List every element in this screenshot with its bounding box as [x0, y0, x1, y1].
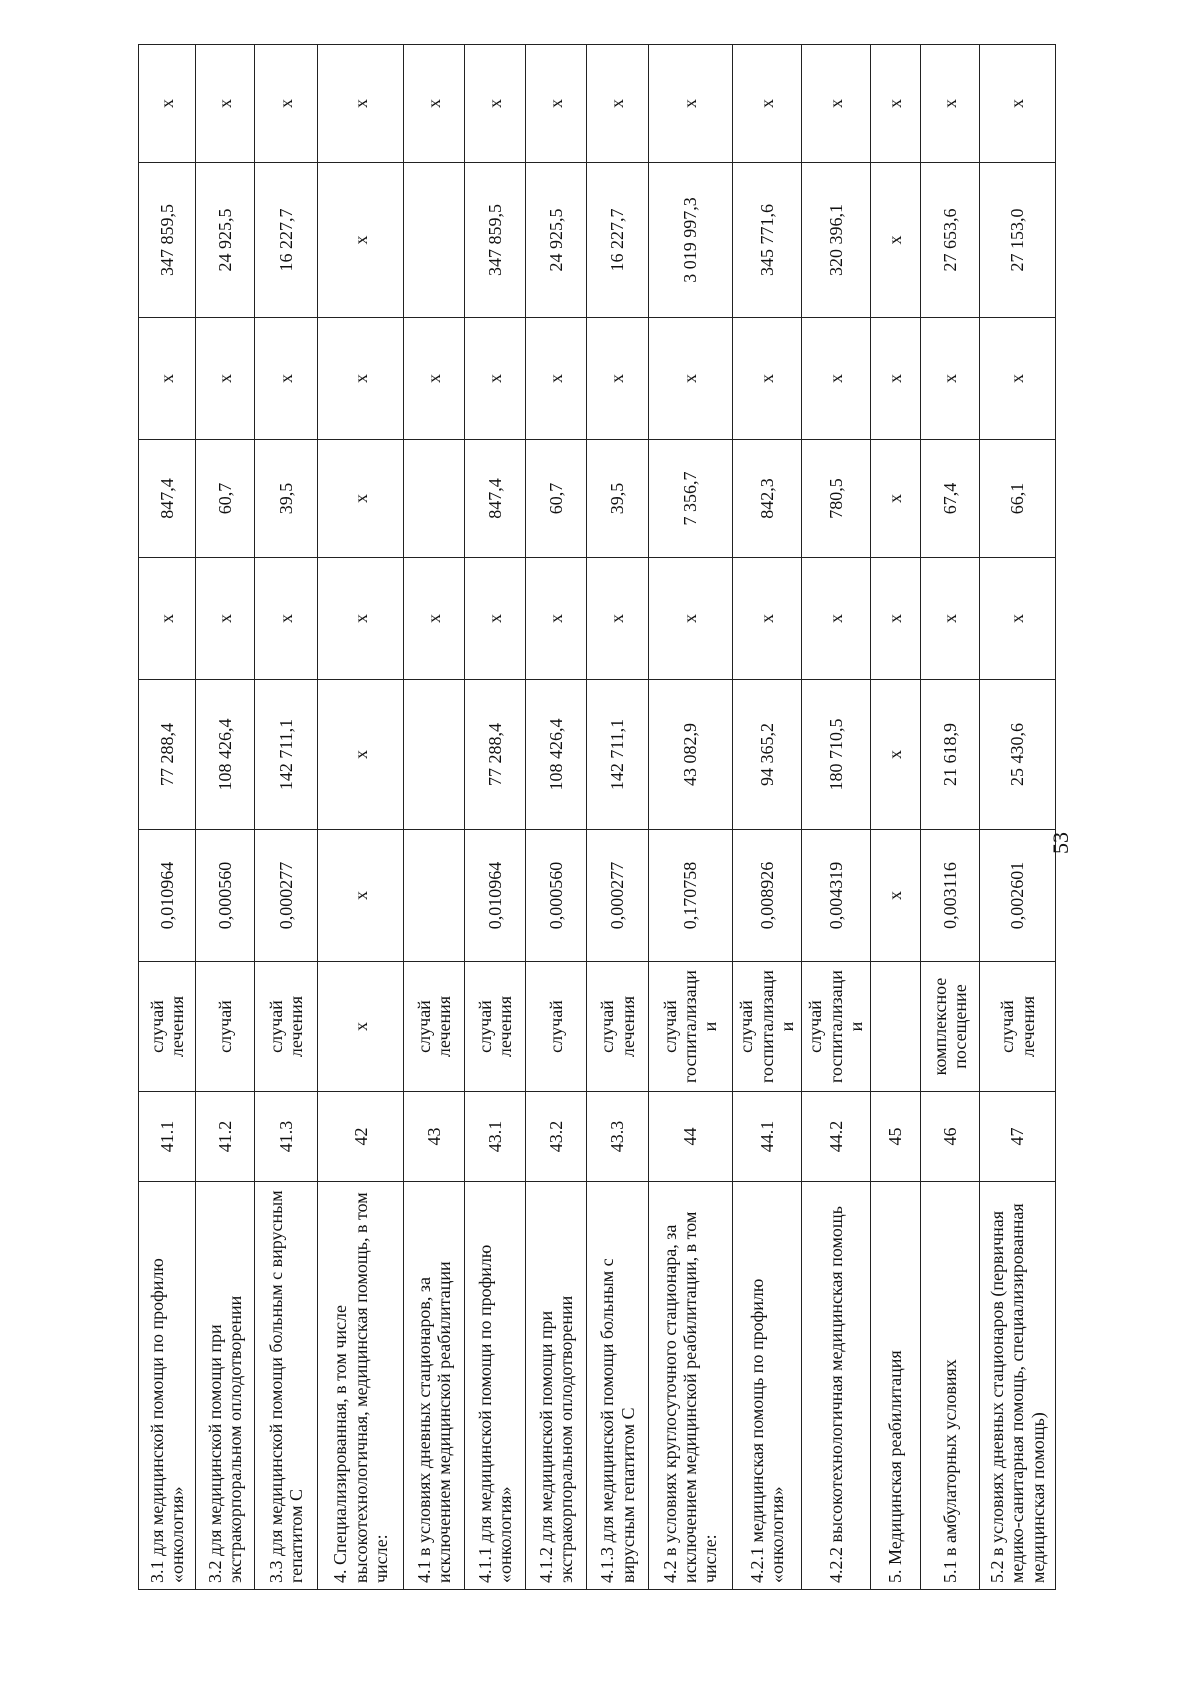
table-cell-v5: x: [254, 318, 317, 440]
table-cell-v2: 77 288,4: [465, 680, 526, 830]
row-label-cell: 3.1 для медицинской помощи по профилю «онкология»: [139, 1182, 196, 1590]
table-cell-v7: x: [465, 45, 526, 163]
table-cell-v7: x: [870, 45, 921, 163]
table-cell-code: 43.3: [587, 1092, 648, 1182]
table-cell-v6: [404, 163, 465, 318]
page-number: 53: [1048, 832, 1073, 854]
table-cell-v7: x: [587, 45, 648, 163]
table-cell-code: 44.1: [732, 1092, 801, 1182]
table-cell-v2: x: [317, 680, 403, 830]
table-cell-v3: x: [526, 558, 587, 680]
table-cell-code: 44.2: [801, 1092, 870, 1182]
row-label-cell: 4.2.2 высокотехнологичная медицинская помощь: [801, 1182, 870, 1590]
table-cell-v1: 0,000277: [587, 830, 648, 962]
table-cell-unit: случай лечения: [404, 962, 465, 1092]
table-cell-v5: x: [732, 318, 801, 440]
table-cell-v6: 24 925,5: [526, 163, 587, 318]
table-cell-v5: x: [801, 318, 870, 440]
table-cell-code: 41.3: [254, 1092, 317, 1182]
table-cell-v6: 345 771,6: [732, 163, 801, 318]
table-cell-v6: 27 153,0: [980, 163, 1056, 318]
table-cell-v6: 3 019 997,3: [648, 163, 732, 318]
table-cell-v7: x: [526, 45, 587, 163]
table-cell-v5: x: [465, 318, 526, 440]
table-cell-code: 44: [648, 1092, 732, 1182]
table-cell-v1: x: [870, 830, 921, 962]
table-cell-v3: x: [980, 558, 1056, 680]
table-cell-v4: 39,5: [254, 440, 317, 558]
table-cell-unit: случай госпитализаци и: [732, 962, 801, 1092]
table-cell-v1: 0,170758: [648, 830, 732, 962]
table-cell-v3: x: [465, 558, 526, 680]
table-cell-v4: 780,5: [801, 440, 870, 558]
table-cell-v1: 0,003116: [921, 830, 980, 962]
table-cell-v1: 0,000277: [254, 830, 317, 962]
table-cell-v4: [404, 440, 465, 558]
table-cell-v2: [404, 680, 465, 830]
row-label-cell: 4.2.1 медицинская помощь по профилю «онкология»: [732, 1182, 801, 1590]
table-cell-v3: x: [317, 558, 403, 680]
table-cell-v1: 0,010964: [465, 830, 526, 962]
table-cell-v5: x: [526, 318, 587, 440]
table-cell-code: 41.2: [195, 1092, 254, 1182]
table-cell-v5: x: [139, 318, 196, 440]
table-row: [195, 45, 254, 1590]
table-cell-v7: x: [980, 45, 1056, 163]
table-row: [870, 45, 921, 1590]
table-row: [139, 45, 196, 1590]
table-cell-v7: x: [801, 45, 870, 163]
table-cell-v2: 108 426,4: [195, 680, 254, 830]
table-cell-unit: случай: [195, 962, 254, 1092]
rotated-page: [138, 45, 1056, 1590]
table-cell-code: 46: [921, 1092, 980, 1182]
table-row: [254, 45, 317, 1590]
table-cell-v7: x: [195, 45, 254, 163]
table-cell-v1: 0,004319: [801, 830, 870, 962]
table-cell-v7: x: [648, 45, 732, 163]
table-cell-v3: x: [732, 558, 801, 680]
table-cell-v2: 94 365,2: [732, 680, 801, 830]
table-cell-unit: случай: [526, 962, 587, 1092]
row-label-cell: 5. Медицинская реабилитация: [870, 1182, 921, 1590]
row-label-cell: 4. Специализированная, в том числе высокотехнологичная, медицинская помощь, в том числе:: [317, 1182, 403, 1590]
table-cell-v6: 16 227,7: [587, 163, 648, 318]
table-cell-v6: x: [870, 163, 921, 318]
table-cell-code: 47: [980, 1092, 1056, 1182]
table-cell-v3: x: [921, 558, 980, 680]
table-cell-v2: 108 426,4: [526, 680, 587, 830]
table-cell-v2: 142 711,1: [587, 680, 648, 830]
table-cell-v5: x: [870, 318, 921, 440]
table-cell-v6: 27 653,6: [921, 163, 980, 318]
table-cell-v6: 320 396,1: [801, 163, 870, 318]
table-cell-v2: x: [870, 680, 921, 830]
table-cell-unit: случай госпитализаци и: [648, 962, 732, 1092]
table-cell-v4: 60,7: [195, 440, 254, 558]
table-cell-v2: 21 618,9: [921, 680, 980, 830]
table-cell-v5: x: [404, 318, 465, 440]
table-cell-v2: 142 711,1: [254, 680, 317, 830]
table-cell-v4: 66,1: [980, 440, 1056, 558]
table-cell-v4: 67,4: [921, 440, 980, 558]
table-cell-unit: комплексное посещение: [921, 962, 980, 1092]
row-label-cell: 3.3 для медицинской помощи больным с вирусным гепатитом С: [254, 1182, 317, 1590]
table-cell-v1: 0,000560: [195, 830, 254, 962]
table-cell-v4: 60,7: [526, 440, 587, 558]
table-cell-unit: случай лечения: [980, 962, 1056, 1092]
row-label-cell: 5.2 в условиях дневных стационаров (первичная медико-санитарная помощь, специализированная медицинская помощь): [980, 1182, 1056, 1590]
table-cell-v7: x: [732, 45, 801, 163]
table-cell-code: 42: [317, 1092, 403, 1182]
data-table: [138, 44, 1056, 1590]
table-cell-unit: случай лечения: [587, 962, 648, 1092]
table-cell-v1: 0,008926: [732, 830, 801, 962]
table-cell-v6: 16 227,7: [254, 163, 317, 318]
table-cell-unit: случай лечения: [465, 962, 526, 1092]
table-cell-v2: 43 082,9: [648, 680, 732, 830]
table-cell-v7: x: [404, 45, 465, 163]
table-cell-v4: 847,4: [465, 440, 526, 558]
table-cell-code: 43.2: [526, 1092, 587, 1182]
table-cell-v5: x: [317, 318, 403, 440]
table-cell-v4: x: [870, 440, 921, 558]
table-cell-v4: 39,5: [587, 440, 648, 558]
table-cell-v3: x: [648, 558, 732, 680]
table-cell-v1: 0,002601: [980, 830, 1056, 962]
table-row: [317, 45, 403, 1590]
table-row: [465, 45, 526, 1590]
row-label-cell: 4.1 в условиях дневных стационаров, за исключением медицинской реабилитации: [404, 1182, 465, 1590]
row-label-cell: 4.1.3 для медицинской помощи больным с вирусным гепатитом С: [587, 1182, 648, 1590]
table-row: [921, 45, 980, 1590]
row-label-cell: 3.2 для медицинской помощи при экстракорпоральном оплодотворении: [195, 1182, 254, 1590]
table-cell-v5: x: [587, 318, 648, 440]
table-cell-v5: x: [195, 318, 254, 440]
table-row: [526, 45, 587, 1590]
table-cell-v6: 24 925,5: [195, 163, 254, 318]
table-cell-v3: x: [195, 558, 254, 680]
table-cell-v5: x: [980, 318, 1056, 440]
table-cell-unit: случай лечения: [139, 962, 196, 1092]
table-cell-v4: 7 356,7: [648, 440, 732, 558]
table-cell-v1: [404, 830, 465, 962]
table-cell-v1: 0,010964: [139, 830, 196, 962]
table-cell-unit: [870, 962, 921, 1092]
table-cell-code: 43.1: [465, 1092, 526, 1182]
table-cell-v2: 180 710,5: [801, 680, 870, 830]
table-cell-v4: 842,3: [732, 440, 801, 558]
table-cell-v4: x: [317, 440, 403, 558]
row-label-cell: 4.1.2 для медицинской помощи при экстракорпоральном оплодотворении: [526, 1182, 587, 1590]
table-cell-unit: случай госпитализаци и: [801, 962, 870, 1092]
table-cell-v7: x: [254, 45, 317, 163]
row-label-cell: 5.1 в амбулаторных условиях: [921, 1182, 980, 1590]
table-row: [801, 45, 870, 1590]
table-cell-v5: x: [648, 318, 732, 440]
table-cell-unit: случай лечения: [254, 962, 317, 1092]
table-cell-v1: 0,000560: [526, 830, 587, 962]
table-cell-v3: x: [587, 558, 648, 680]
table-cell-v2: 77 288,4: [139, 680, 196, 830]
table-cell-v6: 347 859,5: [465, 163, 526, 318]
table-cell-v1: x: [317, 830, 403, 962]
table-body: [139, 45, 1056, 1590]
table-cell-v7: x: [317, 45, 403, 163]
table-cell-code: 41.1: [139, 1092, 196, 1182]
table-cell-v6: 347 859,5: [139, 163, 196, 318]
table-cell-v7: x: [139, 45, 196, 163]
table-cell-v2: 25 430,6: [980, 680, 1056, 830]
table-cell-code: 45: [870, 1092, 921, 1182]
table-cell-v5: x: [921, 318, 980, 440]
table-cell-v3: x: [139, 558, 196, 680]
table-cell-v3: x: [870, 558, 921, 680]
table-cell-v7: x: [921, 45, 980, 163]
table-cell-v3: x: [801, 558, 870, 680]
table-cell-code: 43: [404, 1092, 465, 1182]
table-row: [732, 45, 801, 1590]
row-label-cell: 4.2 в условиях круглосуточного стационара, за исключением медицинской реабилитации, в том числе:: [648, 1182, 732, 1590]
table-cell-v4: 847,4: [139, 440, 196, 558]
table-cell-v3: x: [404, 558, 465, 680]
table-cell-v3: x: [254, 558, 317, 680]
table-row: [587, 45, 648, 1590]
table-cell-unit: x: [317, 962, 403, 1092]
row-label-cell: 4.1.1 для медицинской помощи по профилю «онкология»: [465, 1182, 526, 1590]
table-row: [648, 45, 732, 1590]
table-cell-v6: x: [317, 163, 403, 318]
table-row: [404, 45, 465, 1590]
table-row: [980, 45, 1056, 1590]
